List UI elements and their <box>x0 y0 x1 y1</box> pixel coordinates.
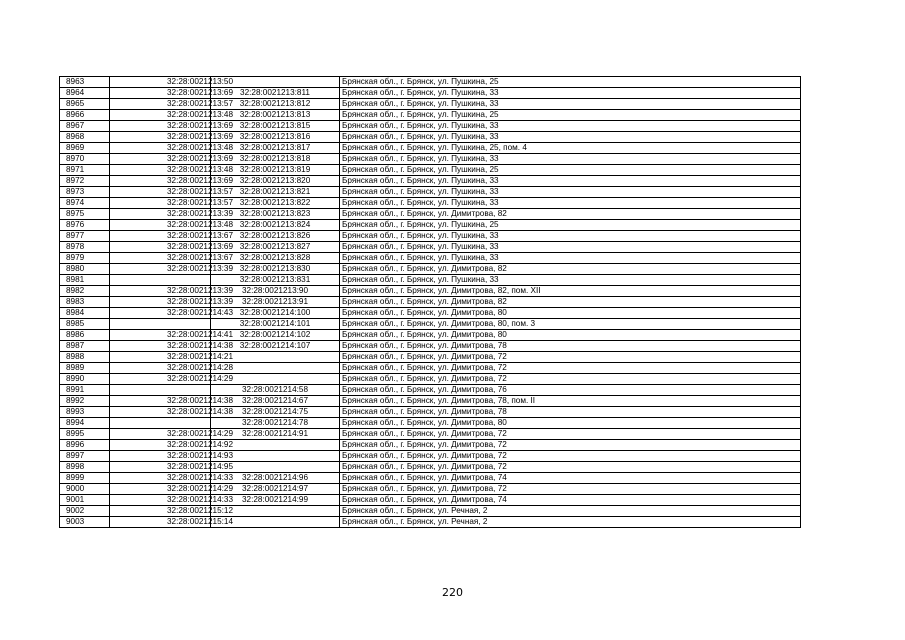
cadastral-number-cell: 32:28:0021214:93 <box>110 451 211 462</box>
address-cell: Брянская обл., г. Брянск, ул. Димитрова, 78 <box>340 341 801 352</box>
row-number-cell: 8990 <box>60 374 110 385</box>
cadastral-number-cell: 32:28:0021214:33 <box>110 473 211 484</box>
table-row <box>60 220 801 231</box>
address-cell: Брянская обл., г. Брянск, ул. Пушкина, 33 <box>340 154 801 165</box>
new-cadastral-number-cell: 32:28:0021214:99 <box>211 495 340 506</box>
cadastral-number-cell: 32:28:0021213:48 <box>110 143 211 154</box>
new-cadastral-number-cell: 32:28:0021214:91 <box>211 429 340 440</box>
address-cell: Брянская обл., г. Брянск, ул. Речная, 2 <box>340 517 801 528</box>
row-number-cell: 8977 <box>60 231 110 242</box>
cadastral-number-cell: 32:28:0021213:67 <box>110 253 211 264</box>
cadastral-number-cell: 32:28:0021215:12 <box>110 506 211 517</box>
cadastral-number-cell: 32:28:0021214:29 <box>110 429 211 440</box>
cadastral-number-cell: 32:28:0021213:67 <box>110 231 211 242</box>
cadastral-number-cell: 32:28:0021214:38 <box>110 407 211 418</box>
row-number-cell: 9003 <box>60 517 110 528</box>
cadastral-number-cell: 32:28:0021213:39 <box>110 297 211 308</box>
table-row <box>60 198 801 209</box>
address-cell: Брянская обл., г. Брянск, ул. Димитрова, 72 <box>340 462 801 473</box>
new-cadastral-number-cell: 32:28:0021213:821 <box>211 187 340 198</box>
row-number-cell: 8981 <box>60 275 110 286</box>
row-number-cell: 8985 <box>60 319 110 330</box>
new-cadastral-number-cell: 32:28:0021214:75 <box>211 407 340 418</box>
cadastral-table <box>59 76 801 528</box>
address-cell: Брянская обл., г. Брянск, ул. Пушкина, 33 <box>340 231 801 242</box>
table-row <box>60 154 801 165</box>
row-number-cell: 8986 <box>60 330 110 341</box>
table-row <box>60 242 801 253</box>
address-cell: Брянская обл., г. Брянск, ул. Димитрова, 72 <box>340 374 801 385</box>
new-cadastral-number-cell: 32:28:0021213:818 <box>211 154 340 165</box>
row-number-cell: 8971 <box>60 165 110 176</box>
row-number-cell: 8992 <box>60 396 110 407</box>
address-cell: Брянская обл., г. Брянск, ул. Пушкина, 33 <box>340 176 801 187</box>
cadastral-number-cell: 32:28:0021214:28 <box>110 363 211 374</box>
address-cell: Брянская обл., г. Брянск, ул. Димитрова, 72 <box>340 352 801 363</box>
address-cell: Брянская обл., г. Брянск, ул. Пушкина, 25 <box>340 165 801 176</box>
new-cadastral-number-cell: 32:28:0021214:102 <box>211 330 340 341</box>
new-cadastral-number-cell: 32:28:0021213:827 <box>211 242 340 253</box>
address-cell: Брянская обл., г. Брянск, ул. Пушкина, 33 <box>340 88 801 99</box>
row-number-cell: 9001 <box>60 495 110 506</box>
address-cell: Брянская обл., г. Брянск, ул. Димитрова, 78, пом. II <box>340 396 801 407</box>
new-cadastral-number-cell: 32:28:0021214:101 <box>211 319 340 330</box>
address-cell: Брянская обл., г. Брянск, ул. Димитрова, 80, пом. 3 <box>340 319 801 330</box>
address-cell: Брянская обл., г. Брянск, ул. Димитрова, 82, пом. XII <box>340 286 801 297</box>
new-cadastral-number-cell: 32:28:0021213:817 <box>211 143 340 154</box>
address-cell: Брянская обл., г. Брянск, ул. Пушкина, 33 <box>340 121 801 132</box>
row-number-cell: 8982 <box>60 286 110 297</box>
table-row <box>60 341 801 352</box>
new-cadastral-number-cell: 32:28:0021213:812 <box>211 99 340 110</box>
cadastral-number-cell: 32:28:0021214:95 <box>110 462 211 473</box>
cadastral-number-cell: 32:28:0021214:41 <box>110 330 211 341</box>
table-row <box>60 330 801 341</box>
address-cell: Брянская обл., г. Брянск, ул. Димитрова, 72 <box>340 484 801 495</box>
table-row <box>60 132 801 143</box>
cadastral-number-cell <box>110 275 211 286</box>
address-cell: Брянская обл., г. Брянск, ул. Димитрова, 78 <box>340 407 801 418</box>
cadastral-number-cell: 32:28:0021215:14 <box>110 517 211 528</box>
table-row <box>60 517 801 528</box>
address-cell: Брянская обл., г. Брянск, ул. Димитрова, 82 <box>340 209 801 220</box>
page-number: 220 <box>442 586 463 599</box>
address-cell: Брянская обл., г. Брянск, ул. Пушкина, 33 <box>340 132 801 143</box>
new-cadastral-number-cell: 32:28:0021213:90 <box>211 286 340 297</box>
address-cell: Брянская обл., г. Брянск, ул. Димитрова, 72 <box>340 451 801 462</box>
row-number-cell: 8966 <box>60 110 110 121</box>
address-cell: Брянская обл., г. Брянск, ул. Димитрова, 72 <box>340 429 801 440</box>
cadastral-number-cell: 32:28:0021213:69 <box>110 132 211 143</box>
row-number-cell: 9000 <box>60 484 110 495</box>
new-cadastral-number-cell: 32:28:0021214:78 <box>211 418 340 429</box>
cadastral-number-cell: 32:28:0021214:33 <box>110 495 211 506</box>
address-cell: Брянская обл., г. Брянск, ул. Пушкина, 25 <box>340 110 801 121</box>
table-row <box>60 286 801 297</box>
new-cadastral-number-cell: 32:28:0021213:811 <box>211 88 340 99</box>
cadastral-number-cell: 32:28:0021213:57 <box>110 187 211 198</box>
row-number-cell: 8979 <box>60 253 110 264</box>
row-number-cell: 8980 <box>60 264 110 275</box>
table-row <box>60 143 801 154</box>
row-number-cell: 8965 <box>60 99 110 110</box>
table-row <box>60 385 801 396</box>
new-cadastral-number-cell: 32:28:0021214:96 <box>211 473 340 484</box>
table-row <box>60 319 801 330</box>
cadastral-number-cell: 32:28:0021214:29 <box>110 484 211 495</box>
new-cadastral-number-cell: 32:28:0021213:816 <box>211 132 340 143</box>
cadastral-number-cell: 32:28:0021213:39 <box>110 264 211 275</box>
row-number-cell: 8993 <box>60 407 110 418</box>
new-cadastral-number-cell: 32:28:0021214:97 <box>211 484 340 495</box>
row-number-cell: 9002 <box>60 506 110 517</box>
table-row <box>60 440 801 451</box>
table-row <box>60 275 801 286</box>
table-row <box>60 88 801 99</box>
row-number-cell: 8974 <box>60 198 110 209</box>
new-cadastral-number-cell: 32:28:0021213:820 <box>211 176 340 187</box>
cadastral-number-cell <box>110 385 211 396</box>
row-number-cell: 8996 <box>60 440 110 451</box>
row-number-cell: 8991 <box>60 385 110 396</box>
table-row <box>60 374 801 385</box>
table-body <box>60 77 801 528</box>
cadastral-number-cell: 32:28:0021213:39 <box>110 209 211 220</box>
row-number-cell: 8972 <box>60 176 110 187</box>
address-cell: Брянская обл., г. Брянск, ул. Пушкина, 25 <box>340 220 801 231</box>
row-number-cell: 8973 <box>60 187 110 198</box>
cadastral-number-cell: 32:28:0021213:48 <box>110 110 211 121</box>
address-cell: Брянская обл., г. Брянск, ул. Пушкина, 33 <box>340 187 801 198</box>
row-number-cell: 8976 <box>60 220 110 231</box>
row-number-cell: 8969 <box>60 143 110 154</box>
row-number-cell: 8995 <box>60 429 110 440</box>
table-row <box>60 77 801 88</box>
new-cadastral-number-cell: 32:28:0021214:100 <box>211 308 340 319</box>
new-cadastral-number-cell: 32:28:0021213:822 <box>211 198 340 209</box>
cadastral-number-cell: 32:28:0021214:38 <box>110 341 211 352</box>
cadastral-number-cell: 32:28:0021213:69 <box>110 242 211 253</box>
new-cadastral-number-cell: 32:28:0021213:813 <box>211 110 340 121</box>
row-number-cell: 8983 <box>60 297 110 308</box>
row-number-cell: 8968 <box>60 132 110 143</box>
table-row <box>60 253 801 264</box>
table-row <box>60 495 801 506</box>
address-cell: Брянская обл., г. Брянск, ул. Димитрова, 72 <box>340 363 801 374</box>
table-row <box>60 363 801 374</box>
table-row <box>60 484 801 495</box>
cadastral-number-cell: 32:28:0021214:21 <box>110 352 211 363</box>
new-cadastral-number-cell: 32:28:0021214:107 <box>211 341 340 352</box>
table-row <box>60 396 801 407</box>
cadastral-number-cell: 32:28:0021214:92 <box>110 440 211 451</box>
address-cell: Брянская обл., г. Брянск, ул. Димитрова, 82 <box>340 264 801 275</box>
address-cell: Брянская обл., г. Брянск, ул. Пушкина, 33 <box>340 242 801 253</box>
table-row <box>60 99 801 110</box>
cadastral-number-cell: 32:28:0021214:38 <box>110 396 211 407</box>
address-cell: Брянская обл., г. Брянск, ул. Пушкина, 33 <box>340 198 801 209</box>
row-number-cell: 8994 <box>60 418 110 429</box>
new-cadastral-number-cell: 32:28:0021213:826 <box>211 231 340 242</box>
new-cadastral-number-cell: 32:28:0021214:58 <box>211 385 340 396</box>
table-row <box>60 297 801 308</box>
cadastral-number-cell: 32:28:0021213:57 <box>110 198 211 209</box>
row-number-cell: 8975 <box>60 209 110 220</box>
address-cell: Брянская обл., г. Брянск, ул. Пушкина, 33 <box>340 253 801 264</box>
cadastral-number-cell: 32:28:0021213:69 <box>110 121 211 132</box>
new-cadastral-number-cell: 32:28:0021213:91 <box>211 297 340 308</box>
table-row <box>60 451 801 462</box>
table-row <box>60 352 801 363</box>
new-cadastral-number-cell: 32:28:0021214:67 <box>211 396 340 407</box>
cadastral-number-cell: 32:28:0021213:69 <box>110 154 211 165</box>
table-row <box>60 462 801 473</box>
table-row <box>60 473 801 484</box>
table-row <box>60 407 801 418</box>
table-row <box>60 165 801 176</box>
row-number-cell: 8967 <box>60 121 110 132</box>
row-number-cell: 8964 <box>60 88 110 99</box>
table-row <box>60 121 801 132</box>
table-row <box>60 209 801 220</box>
cadastral-number-cell <box>110 418 211 429</box>
address-cell: Брянская обл., г. Брянск, ул. Димитрова, 76 <box>340 385 801 396</box>
row-number-cell: 8978 <box>60 242 110 253</box>
new-cadastral-number-cell: 32:28:0021213:828 <box>211 253 340 264</box>
new-cadastral-number-cell: 32:28:0021213:824 <box>211 220 340 231</box>
row-number-cell: 8970 <box>60 154 110 165</box>
cadastral-number-cell: 32:28:0021213:48 <box>110 165 211 176</box>
cadastral-number-cell <box>110 319 211 330</box>
new-cadastral-number-cell: 32:28:0021213:831 <box>211 275 340 286</box>
address-cell: Брянская обл., г. Брянск, ул. Пушкина, 33 <box>340 275 801 286</box>
cadastral-number-cell: 32:28:0021214:29 <box>110 374 211 385</box>
row-number-cell: 8988 <box>60 352 110 363</box>
cadastral-number-cell: 32:28:0021214:43 <box>110 308 211 319</box>
row-number-cell: 8984 <box>60 308 110 319</box>
row-number-cell: 8998 <box>60 462 110 473</box>
address-cell: Брянская обл., г. Брянск, ул. Димитрова, 80 <box>340 418 801 429</box>
address-cell: Брянская обл., г. Брянск, ул. Пушкина, 25, пом. 4 <box>340 143 801 154</box>
table-row <box>60 187 801 198</box>
cadastral-number-cell: 32:28:0021213:57 <box>110 99 211 110</box>
address-cell: Брянская обл., г. Брянск, ул. Речная, 2 <box>340 506 801 517</box>
row-number-cell: 8963 <box>60 77 110 88</box>
row-number-cell: 8989 <box>60 363 110 374</box>
table-row <box>60 418 801 429</box>
address-cell: Брянская обл., г. Брянск, ул. Димитрова, 74 <box>340 473 801 484</box>
address-cell: Брянская обл., г. Брянск, ул. Димитрова, 82 <box>340 297 801 308</box>
address-cell: Брянская обл., г. Брянск, ул. Димитрова, 80 <box>340 330 801 341</box>
address-cell: Брянская обл., г. Брянск, ул. Димитрова, 72 <box>340 440 801 451</box>
table-row <box>60 231 801 242</box>
row-number-cell: 8997 <box>60 451 110 462</box>
new-cadastral-number-cell: 32:28:0021213:830 <box>211 264 340 275</box>
table-row <box>60 264 801 275</box>
address-cell: Брянская обл., г. Брянск, ул. Димитрова, 74 <box>340 495 801 506</box>
new-cadastral-number-cell: 32:28:0021213:819 <box>211 165 340 176</box>
row-number-cell: 8987 <box>60 341 110 352</box>
address-cell: Брянская обл., г. Брянск, ул. Димитрова, 80 <box>340 308 801 319</box>
table-row <box>60 308 801 319</box>
cadastral-number-cell: 32:28:0021213:69 <box>110 88 211 99</box>
table-row <box>60 176 801 187</box>
cadastral-number-cell: 32:28:0021213:39 <box>110 286 211 297</box>
address-cell: Брянская обл., г. Брянск, ул. Пушкина, 33 <box>340 99 801 110</box>
table-row <box>60 506 801 517</box>
new-cadastral-number-cell: 32:28:0021213:823 <box>211 209 340 220</box>
cadastral-number-cell: 32:28:0021213:48 <box>110 220 211 231</box>
cadastral-number-cell: 32:28:0021213:50 <box>110 77 211 88</box>
table-row <box>60 110 801 121</box>
cadastral-number-cell: 32:28:0021213:69 <box>110 176 211 187</box>
new-cadastral-number-cell: 32:28:0021213:815 <box>211 121 340 132</box>
table-row <box>60 429 801 440</box>
row-number-cell: 8999 <box>60 473 110 484</box>
address-cell: Брянская обл., г. Брянск, ул. Пушкина, 25 <box>340 77 801 88</box>
